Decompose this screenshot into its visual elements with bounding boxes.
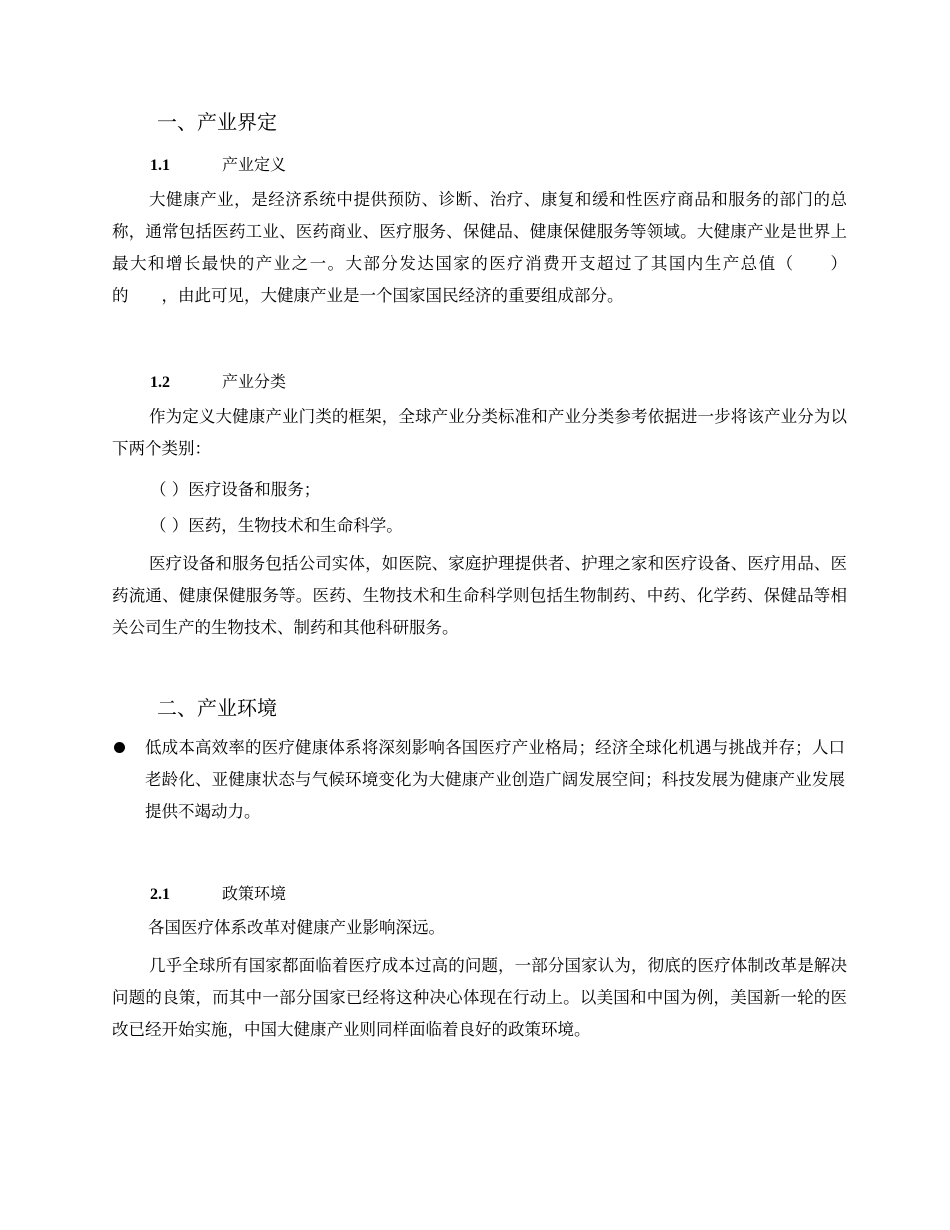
- subsection-title: 产业定义: [222, 155, 287, 174]
- subsection-1-2-heading: [150, 370, 286, 395]
- category-item: （ ）医药，生物技术和生命科学。: [150, 516, 403, 535]
- bullet-dot-icon: [114, 742, 125, 753]
- policy-summary-line: 各国医疗体系改革对健康产业影响深远。: [148, 918, 445, 937]
- subsection-1-1-heading: [150, 153, 286, 178]
- environment-bullet: 低成本高效率的医疗健康体系将深刻影响各国医疗产业格局；经济全球化机遇与挑战并存；人口老龄化、亚健康状态与气候环境变化为大健康产业创造广阔发展空间；科技发展为健康产业发展提供不竭动力。: [145, 738, 845, 821]
- subsection-2-1-heading: [150, 882, 286, 907]
- section-1-heading: 一、产业界定: [157, 110, 277, 134]
- subsection-number: 1.1: [150, 157, 170, 174]
- industry-classification-paragraph: 作为定义大健康产业门类的框架，全球产业分类标准和产业分类参考依据进一步将该产业分为以下两个类别：: [112, 407, 847, 458]
- subsection-title: 政策环境: [222, 884, 287, 903]
- section-2-heading: 二、产业环境: [157, 696, 277, 720]
- classification-detail-paragraph: 医疗设备和服务包括公司实体，如医院、家庭护理提供者、护理之家和医疗设备、医疗用品、医药流通、健康保健服务等。医药、生物技术和生命科学则包括生物制药、中药、化学药、保健品等相关公司生产的生物技术、制药和其他科研服务。: [112, 554, 847, 637]
- policy-paragraph: 几乎全球所有国家都面临着医疗成本过高的问题，一部分国家认为，彻底的医疗体制改革是解决问题的良策，而其中一部分国家已经将这种决心体现在行动上。以美国和中国为例，美国新一轮的医改已经开始实施，中国大健康产业则同样面临着良好的政策环境。: [112, 956, 847, 1039]
- subsection-number: 2.1: [150, 886, 170, 903]
- subsection-title: 产业分类: [222, 372, 287, 391]
- subsection-number: 1.2: [150, 374, 170, 391]
- industry-definition-paragraph: 大健康产业，是经济系统中提供预防、诊断、治疗、康复和缓和性医疗商品和服务的部门的总称，通常包括医药工业、医药商业、医疗服务、保健品、健康保健服务等领域。大健康产业是世界上最大和增长最快的产业之一。大部分发达国家的医疗消费开支超过了其国内生产总值（ ）的 ，由此可见，大健康产业是一个国家国民经济的重要组成部分。: [112, 190, 847, 305]
- category-item: （ ）医疗设备和服务；: [150, 480, 321, 499]
